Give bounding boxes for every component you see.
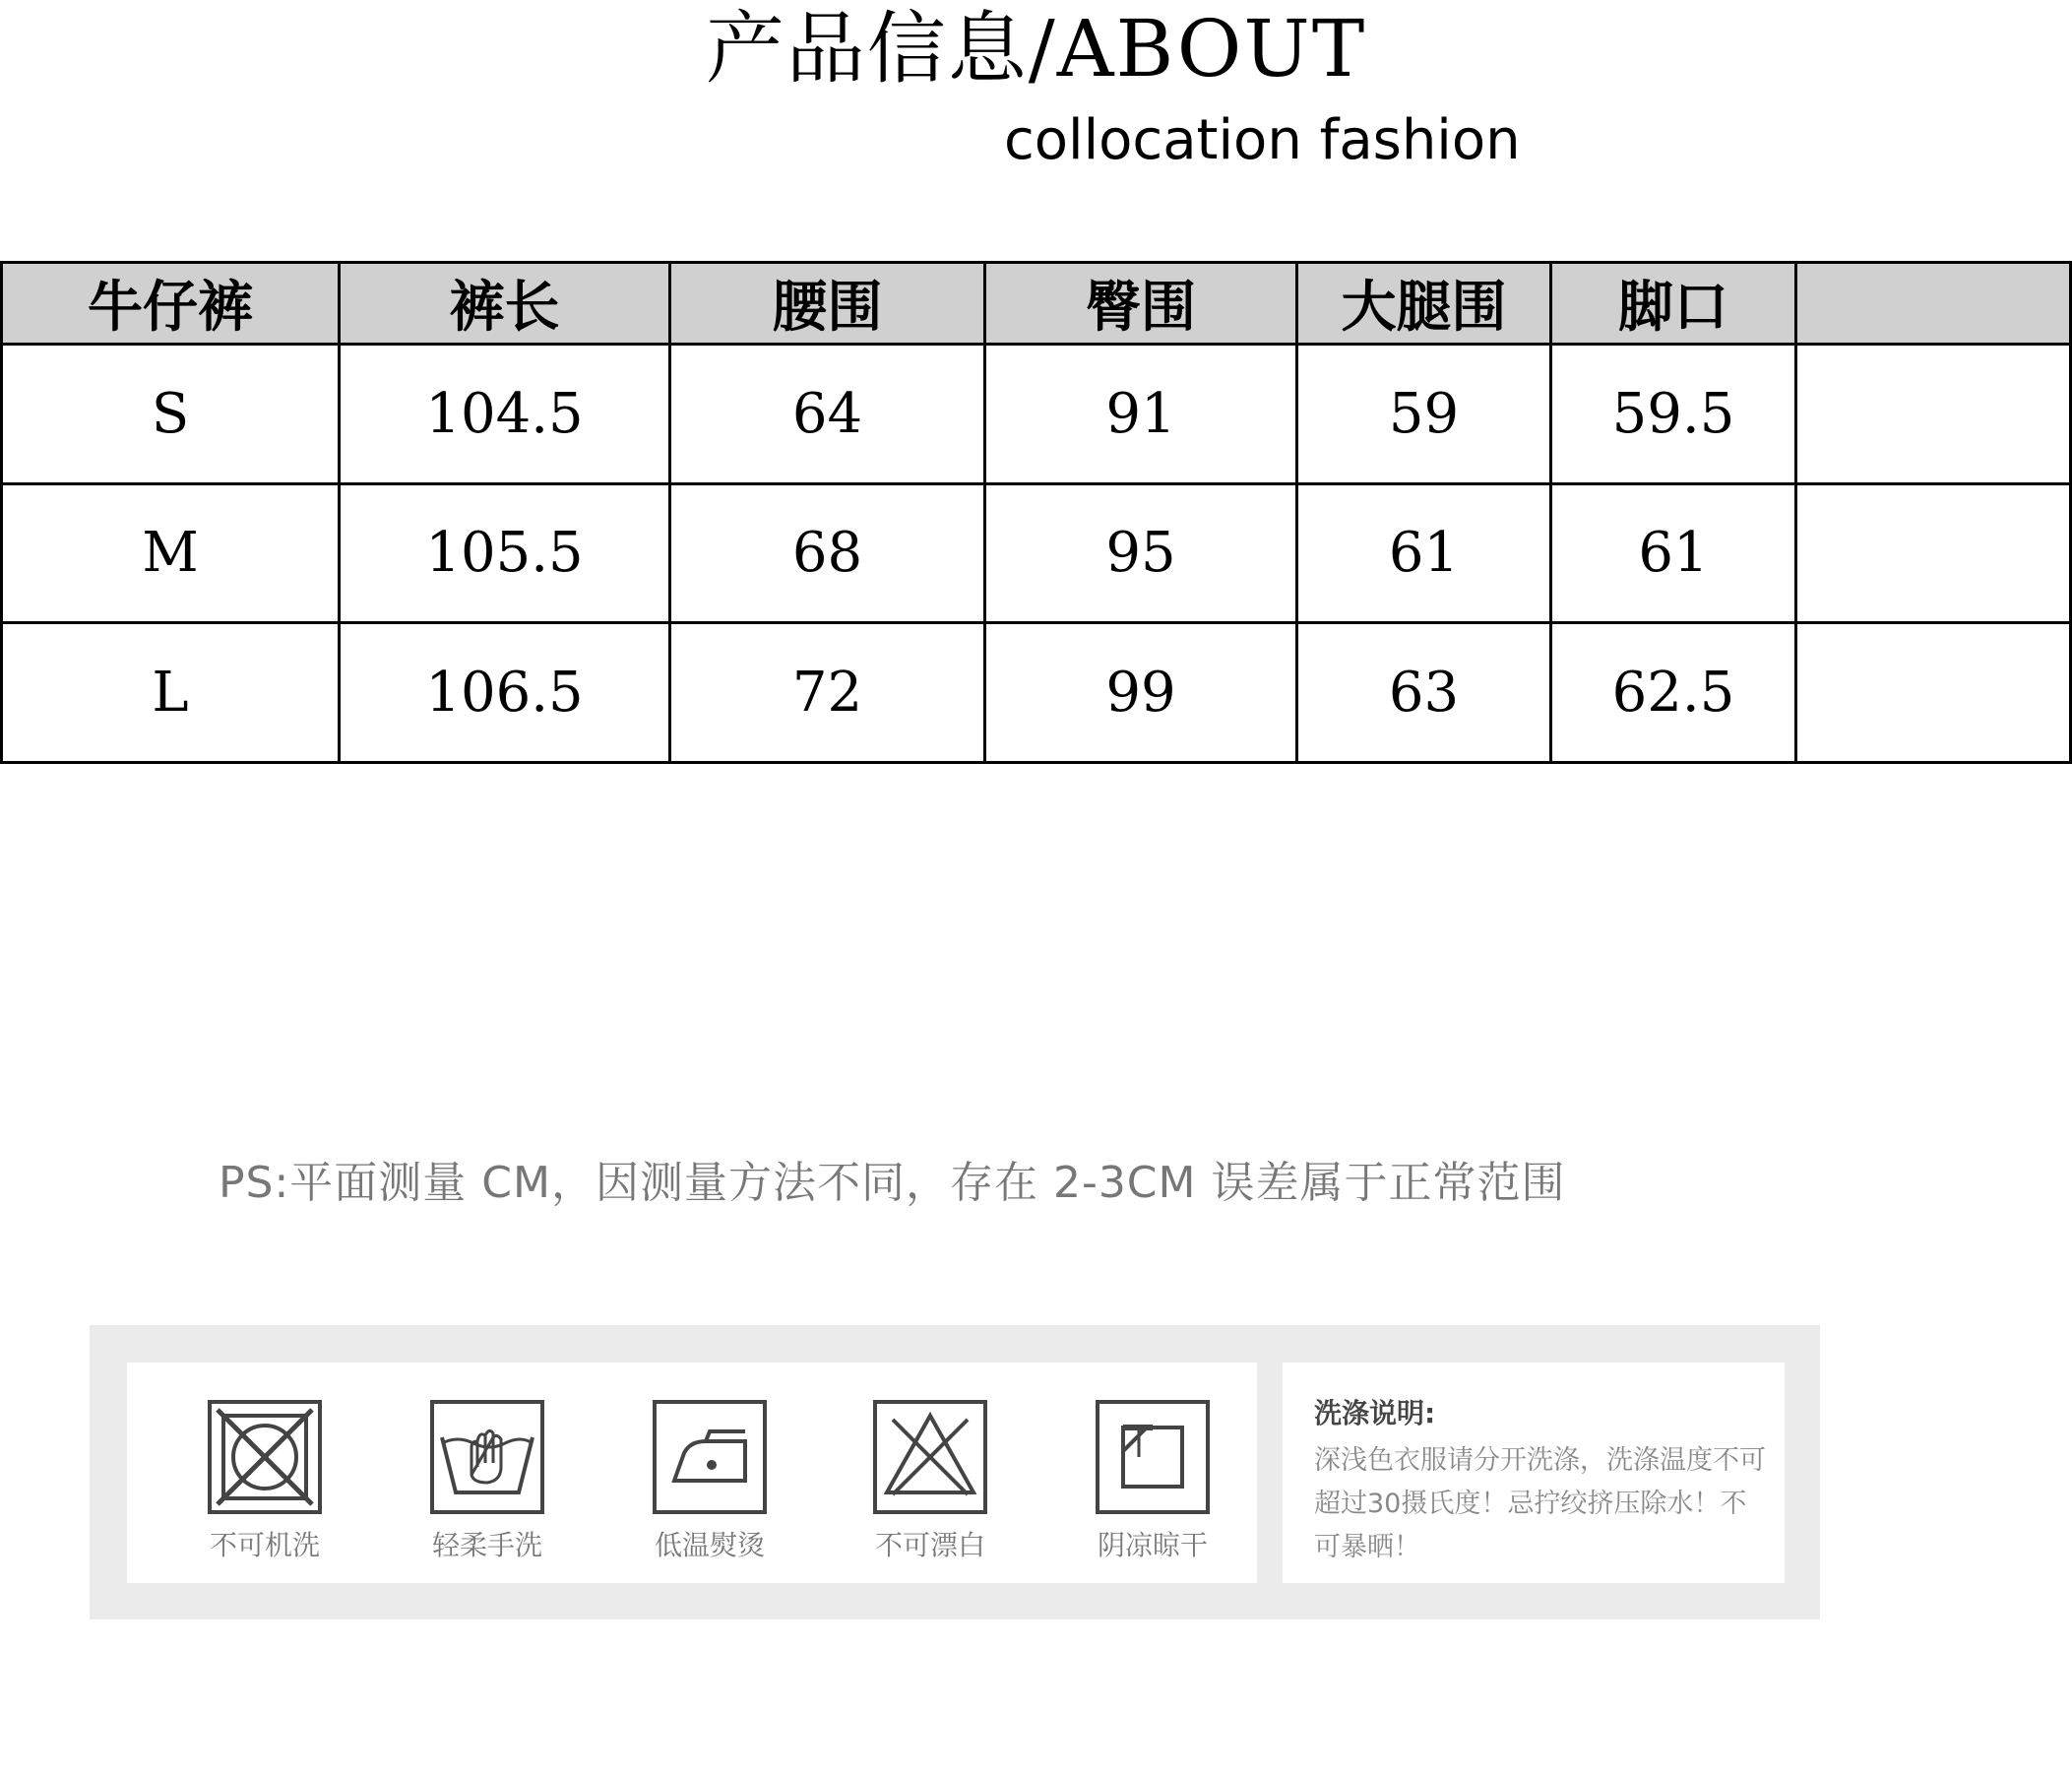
table-cell: L: [2, 623, 340, 763]
header-cell-leg-opening: 脚口: [1551, 263, 1796, 345]
table-header-row: [2, 263, 2071, 345]
shade-dry-icon: [1094, 1398, 1212, 1516]
table-row: [2, 483, 2071, 623]
care-label: 轻柔手洗: [431, 1529, 542, 1561]
table-cell: 63: [1297, 623, 1551, 763]
table-cell: 72: [670, 623, 985, 763]
table-cell: 61: [1551, 483, 1796, 623]
table-cell: 59: [1297, 345, 1551, 484]
care-item-low-temp-iron: [631, 1398, 788, 1563]
table-cell: 106.5: [340, 623, 670, 763]
care-item-no-machine-wash: [186, 1398, 344, 1563]
table-cell: 91: [985, 345, 1297, 484]
table-cell: 61: [1297, 483, 1551, 623]
care-panel: [90, 1325, 1820, 1619]
care-label: 不可机洗: [209, 1529, 320, 1561]
wash-instructions-text: 深浅色衣服请分开洗涤，洗涤温度不可超过30摄氏度！忌拧绞挤压除水！不可暴晒！: [1314, 1445, 1766, 1562]
table-cell: 64: [670, 345, 985, 484]
header-cell-hip: 臀围: [985, 263, 1297, 345]
header-cell-thigh: 大腿围: [1297, 263, 1551, 345]
table-cell: 104.5: [340, 345, 670, 484]
wash-instructions-title: 洗涤说明:: [1314, 1397, 1436, 1429]
care-item-shade-dry: [1074, 1398, 1231, 1563]
table-row: [2, 345, 2071, 484]
care-item-hand-wash: [408, 1398, 566, 1563]
header-cell-waist: 腰围: [670, 263, 985, 345]
table-cell: [1796, 623, 2071, 763]
header-cell-empty: [1796, 263, 2071, 345]
page-title: 产品信息/ABOUT: [705, 3, 1367, 95]
table-row: [2, 623, 2071, 763]
table-cell: 62.5: [1551, 623, 1796, 763]
table-cell: S: [2, 345, 340, 484]
no-bleach-icon: [871, 1398, 989, 1516]
no-machine-wash-icon: [206, 1398, 324, 1516]
table-cell: 99: [985, 623, 1297, 763]
hand-wash-icon: [428, 1398, 546, 1516]
header-cell-length: 裤长: [340, 263, 670, 345]
table-cell: [1796, 483, 2071, 623]
care-label: 不可漂白: [874, 1529, 985, 1561]
table-cell: 59.5: [1551, 345, 1796, 484]
measurement-note: PS:平面测量 CM，因测量方法不同，存在 2-3CM 误差属于正常范围: [219, 1158, 1566, 1208]
size-table: [0, 261, 2072, 764]
care-label: 低温熨烫: [654, 1529, 765, 1561]
care-item-no-bleach: [851, 1398, 1009, 1563]
low-temp-iron-icon: [651, 1398, 769, 1516]
care-symbols-box: [127, 1363, 1257, 1583]
care-label: 阴凉晾干: [1097, 1529, 1208, 1561]
table-cell: M: [2, 483, 340, 623]
table-cell: 68: [670, 483, 985, 623]
wash-instructions-box: [1283, 1363, 1785, 1583]
table-cell: [1796, 345, 2071, 484]
page-subtitle: collocation fashion: [1004, 108, 1521, 172]
table-cell: 105.5: [340, 483, 670, 623]
header-cell-item: 牛仔裤: [2, 263, 340, 345]
table-cell: 95: [985, 483, 1297, 623]
